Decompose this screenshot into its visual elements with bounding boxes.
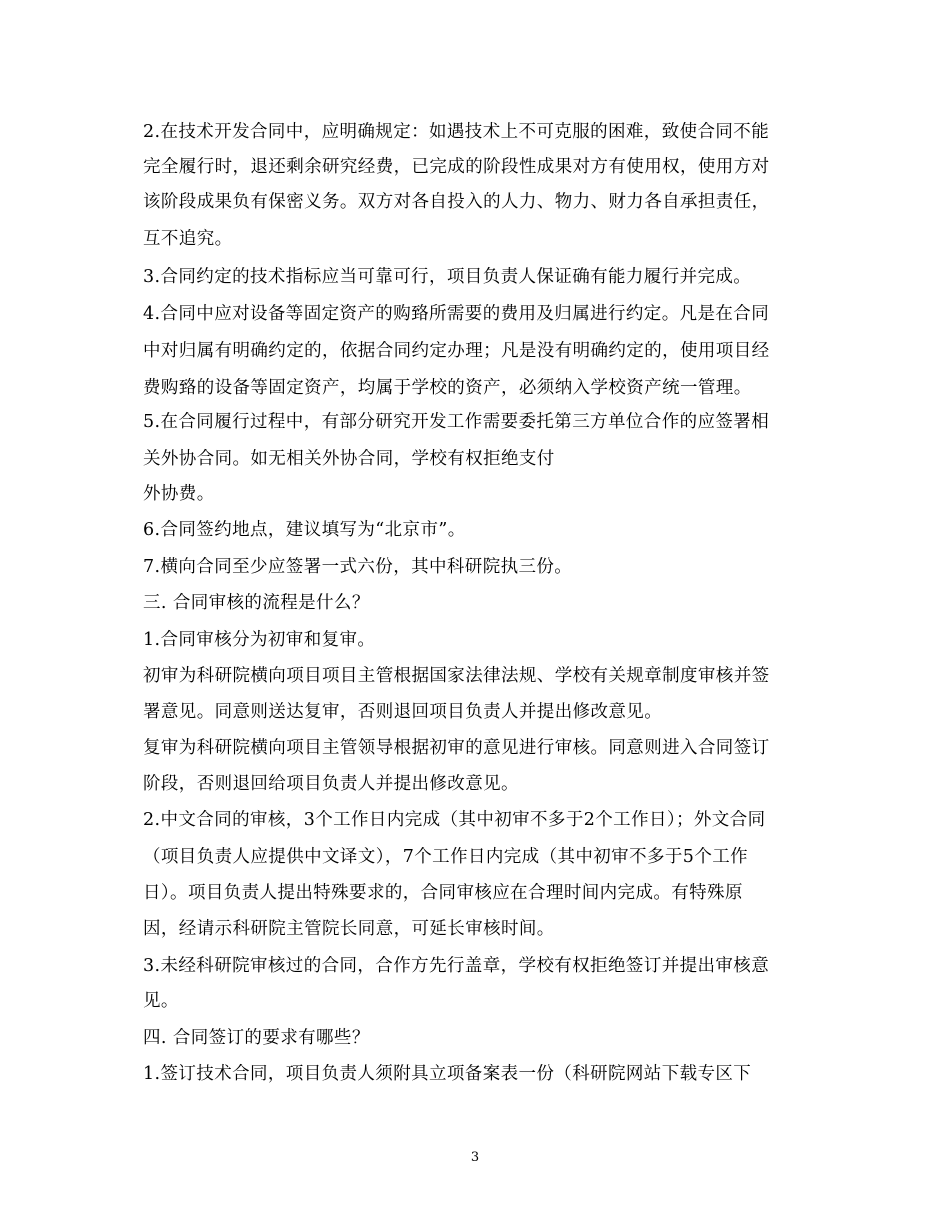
text-line: 因，经请示科研院主管院长同意，可延长审核时间。 bbox=[143, 919, 555, 939]
text-line: 5.在合同履行过程中，有部分研究开发工作需要委托第三方单位合作的应签署相 bbox=[143, 412, 770, 432]
section-heading: 四. 合同签订的要求有哪些？ bbox=[143, 1028, 370, 1048]
text-line: 2.在技术开发合同中，应明确规定：如遇技术上不可克服的困难，致使合同不能 bbox=[143, 122, 770, 142]
text-line: 完全履行时，退还剩余研究经费，已完成的阶段性成果对方有使用权，使用方对 bbox=[143, 157, 770, 177]
text-line: 3.未经科研院审核过的合同，合作方先行盖章，学校有权拒绝签订并提出审核意 bbox=[143, 956, 770, 976]
text-line: 费购臵的设备等固定资产，均属于学校的资产，必须纳入学校资产统一管理。 bbox=[143, 378, 752, 398]
text-line: 阶段，否则退回给项目负责人并提出修改意见。 bbox=[143, 774, 519, 794]
text-line: 1.合同审核分为初审和复审。 bbox=[143, 630, 376, 650]
text-line: 日）。项目负责人提出特殊要求的，合同审核应在合理时间内完成。有特殊原 bbox=[143, 883, 743, 903]
text-line: 初审为科研院横向项目项目主管根据国家法律法规、学校有关规章制度审核并签 bbox=[143, 666, 770, 686]
text-line: 复审为科研院横向项目主管领导根据初审的意见进行审核。同意则进入合同签订 bbox=[143, 738, 770, 758]
text-line: 该阶段成果负有保密义务。双方对各自投入的人力、物力、财力各自承担责任， bbox=[143, 192, 770, 212]
text-line: 见。 bbox=[143, 991, 179, 1011]
text-line: 3.合同约定的技术指标应当可靠可行，项目负责人保证确有能力履行并完成。 bbox=[143, 267, 752, 287]
text-line: 关外协合同。如无相关外协合同，学校有权拒绝支付 bbox=[143, 449, 555, 469]
text-line: 中对归属有明确约定的，依据合同约定办理；凡是没有明确约定的，使用项目经 bbox=[143, 341, 770, 361]
page-number: 3 bbox=[470, 1150, 480, 1165]
text-line: 1.签订技术合同，项目负责人须附具立项备案表一份（科研院网站下载专区下 bbox=[143, 1064, 752, 1084]
text-line: 署意见。同意则送达复审，否则退回项目负责人并提出修改意见。 bbox=[143, 702, 663, 722]
text-line: 互不追究。 bbox=[143, 229, 233, 249]
text-line: 7.横向合同至少应签署一式六份，其中科研院执三份。 bbox=[143, 557, 573, 577]
section-heading: 三. 合同审核的流程是什么？ bbox=[143, 593, 370, 613]
text-line: 2.中文合同的审核，3个工作日内完成（其中初审不多于2个工作日）；外文合同 bbox=[143, 810, 766, 830]
text-line: 6.合同签约地点，建议填写为“北京市”。 bbox=[143, 520, 466, 540]
text-line: （项目负责人应提供中文译文），7个工作日内完成（其中初审不多于5个工作 bbox=[143, 847, 749, 867]
text-line: 4.合同中应对设备等固定资产的购臵所需要的费用及归属进行约定。凡是在合同 bbox=[143, 304, 770, 324]
text-line: 外协费。 bbox=[143, 484, 215, 504]
